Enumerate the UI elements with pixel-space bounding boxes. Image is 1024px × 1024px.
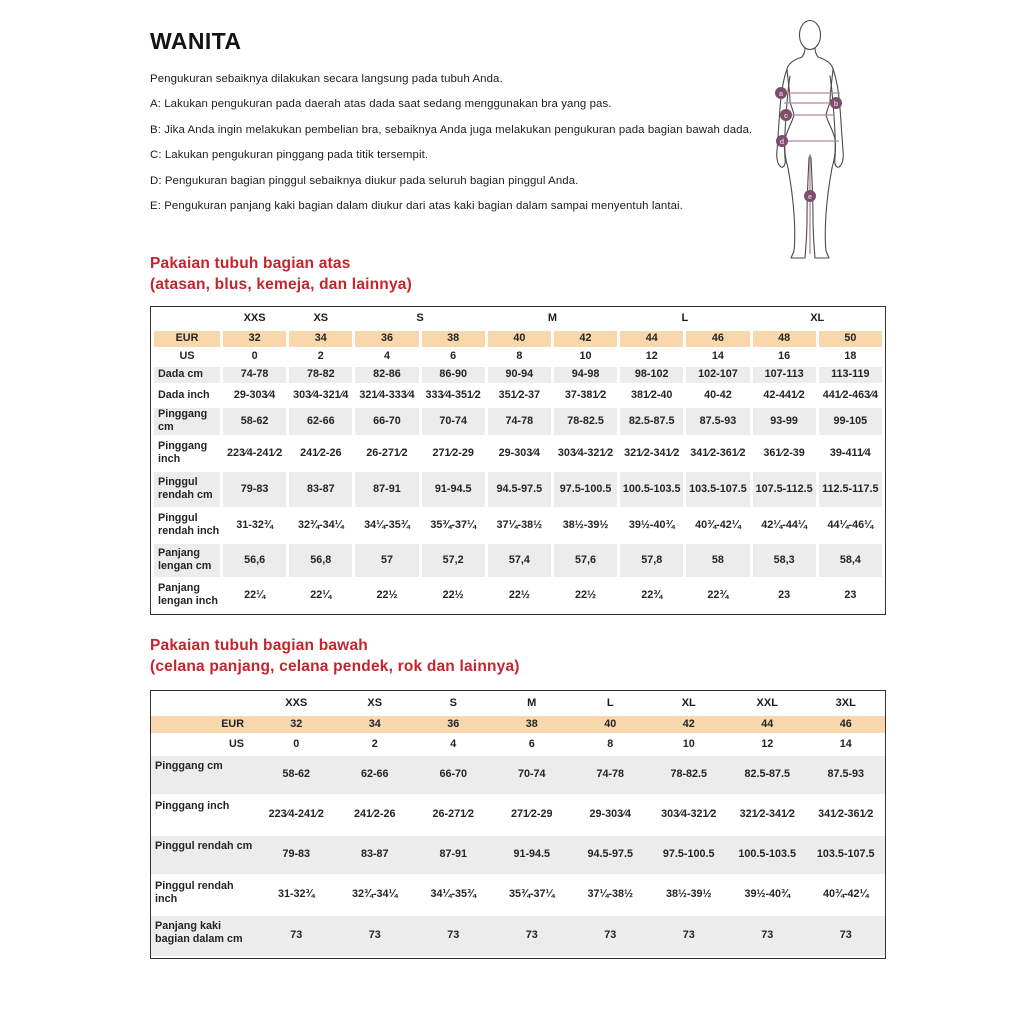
eur-value-cell: 38 (422, 331, 485, 347)
measurement-value-cell: 37-381⁄2 (564, 388, 607, 401)
size-header-cell: 3XL (835, 696, 856, 709)
measurement-value-cell: 107-113 (753, 367, 816, 383)
measurement-value-cell: 107.5-112.5 (753, 472, 816, 507)
measurement-value-cell: 58-62 (223, 408, 286, 435)
measurement-value-cell: 62-66 (289, 408, 352, 435)
eur-value-cell: 46 (686, 331, 749, 347)
measurement-value-cell: 381⁄2-40 (631, 388, 673, 401)
measurement-value-cell: 57,6 (554, 544, 617, 577)
us-value-cell: 2 (371, 737, 378, 750)
measurement-value-cell: 22¾ (641, 588, 663, 601)
svg-text:d: d (779, 136, 785, 146)
measurement-value-cell: 333⁄4-351⁄2 (425, 388, 481, 401)
measurement-value-cell: 37¼-38½ (496, 518, 543, 531)
measurement-value-cell: 82-86 (355, 367, 418, 383)
us-value-cell: 12 (761, 737, 774, 750)
measurement-value-cell: 73 (257, 916, 336, 956)
measurement-value-cell: 87-91 (414, 836, 493, 874)
eur-row (154, 331, 882, 347)
measurement-row-label: Pinggul rendah cm (154, 472, 220, 507)
size-header-cell: XS (313, 312, 329, 325)
measurement-row (151, 916, 885, 956)
measurement-row-label: Pinggang cm (154, 408, 220, 435)
measurement-value-cell: 23 (844, 588, 857, 601)
measurement-value-cell: 40¾-42¼ (822, 888, 869, 901)
us-value-cell: 8 (607, 737, 614, 750)
measurement-value-cell: 441⁄2-463⁄4 (822, 388, 878, 401)
measurement-value-cell: 38½-39½ (562, 518, 609, 531)
measurement-value-cell: 97.5-100.5 (650, 836, 729, 874)
measurement-value-cell: 303⁄4-321⁄2 (557, 446, 614, 459)
eur-value-cell: 34 (289, 331, 352, 347)
marker-e (804, 190, 816, 202)
note-line: A: Lakukan pengukuran pada daerah atas dada saat sedang menggunakan bra yang pas. (150, 98, 612, 111)
measurement-value-cell: 73 (728, 916, 807, 956)
measurement-value-cell: 58,4 (819, 544, 882, 577)
measurement-row-label: Panjang lengan inch (158, 581, 218, 608)
measurement-row-label: Pinggul rendah inch (158, 511, 220, 538)
measurement-value-cell: 100.5-103.5 (728, 836, 807, 874)
figure-right-arm (830, 69, 843, 167)
measurement-value-cell: 58 (686, 544, 749, 577)
svg-text:e: e (807, 191, 813, 201)
intro-text: Pengukuran sebaiknya dilakukan secara langsung pada tubuh Anda. (150, 73, 503, 85)
lower-size-table (150, 690, 886, 959)
measurement-value-cell: 26-271⁄2 (432, 808, 474, 821)
us-value-cell: 0 (251, 350, 258, 363)
measurement-value-cell: 83-87 (336, 836, 415, 874)
measurement-row (151, 876, 885, 914)
measurement-value-cell: 94.5-97.5 (488, 472, 551, 507)
measurement-value-cell: 78-82 (289, 367, 352, 383)
measurement-value-cell: 78-82.5 (650, 756, 729, 794)
us-value-cell: 18 (844, 350, 857, 363)
measurement-value-cell: 39-411⁄4 (829, 446, 871, 459)
note-line: B: Jika Anda ingin melakukan pembelian bra, sebaiknya Anda juga melakukan pengukuran pada bagian bawah dada. (150, 123, 753, 136)
measurement-value-cell: 341⁄2-361⁄2 (690, 446, 746, 459)
measurement-value-cell: 321⁄4-333⁄4 (359, 388, 415, 401)
measurement-value-cell: 91-94.5 (493, 836, 572, 874)
measurement-value-cell: 100.5-103.5 (620, 472, 683, 507)
upper-title-line2: (atasan, blus, kemeja, dan lainnya) (150, 275, 412, 293)
svg-text:a: a (778, 88, 784, 98)
figure-head (800, 21, 821, 50)
measurement-row (154, 472, 882, 507)
measurement-value-cell: 102-107 (686, 367, 749, 383)
eur-row-label: EUR (154, 331, 220, 347)
measurement-value-cell: 73 (414, 916, 493, 956)
size-header-cell: XS (367, 696, 383, 709)
measurement-value-cell: 34¼-35¾ (430, 888, 477, 901)
eur-row (151, 716, 885, 733)
measurement-value-cell: 29-303⁄4 (589, 808, 631, 821)
us-value-cell: 8 (516, 350, 523, 363)
measurement-value-cell: 241⁄2-26 (354, 808, 396, 821)
measurement-value-cell: 87.5-93 (686, 408, 749, 435)
measurement-row-label: Dada cm (154, 367, 220, 383)
eur-value-cell: 40 (488, 331, 551, 347)
eur-row-label: EUR (151, 716, 257, 733)
measurement-value-cell: 56,6 (223, 544, 286, 577)
measurement-value-cell: 87-91 (355, 472, 418, 507)
corner-cell (151, 693, 257, 714)
measurement-value-cell: 90-94 (488, 367, 551, 383)
measurement-row-label: Pinggul rendah cm (151, 836, 257, 874)
measurement-value-cell: 78-82.5 (554, 408, 617, 435)
measurement-value-cell: 223⁄4-241⁄2 (226, 446, 283, 459)
eur-value-cell: 42 (554, 331, 617, 347)
measurement-value-cell: 26-271⁄2 (366, 446, 408, 459)
measurement-value-cell: 42-441⁄2 (763, 388, 805, 401)
measurement-value-cell: 361⁄2-39 (763, 446, 805, 459)
measurement-value-cell: 35¾-37¼ (508, 888, 555, 901)
measurement-value-cell: 70-74 (422, 408, 485, 435)
size-header-row (154, 309, 882, 329)
measurement-value-cell: 82.5-87.5 (728, 756, 807, 794)
measurement-value-cell: 271⁄2-29 (432, 446, 474, 459)
us-value-cell: 14 (839, 737, 852, 750)
measurement-value-cell: 79-83 (257, 836, 336, 874)
us-value-cell: 14 (711, 350, 724, 363)
measurement-value-cell: 94.5-97.5 (571, 836, 650, 874)
measurement-value-cell: 40¾-42¼ (695, 518, 741, 531)
measurement-row (154, 509, 882, 542)
measurement-value-cell: 351⁄2-37 (498, 388, 541, 401)
note-line: E: Pengukuran panjang kaki bagian dalam diukur dari atas kaki bagian dalam sampai menyentuh lantai. (150, 199, 683, 212)
measurement-value-cell: 57,4 (488, 544, 551, 577)
measurement-row-label: Pinggul rendah inch (155, 880, 234, 906)
measurement-value-cell: 62-66 (336, 756, 415, 794)
header-section (150, 28, 760, 225)
measurement-value-cell: 70-74 (493, 756, 572, 794)
size-header-cell: XXS (243, 312, 266, 325)
measurement-value-cell: 66-70 (414, 756, 493, 794)
measurement-value-cell: 35¾-37¼ (430, 518, 476, 531)
measurement-value-cell: 99-105 (819, 408, 882, 435)
measurement-row (151, 756, 885, 794)
lower-title-line2: (celana panjang, celana pendek, rok dan lainnya) (150, 657, 520, 675)
marker-c (780, 109, 792, 121)
measurement-value-cell: 74-78 (571, 756, 650, 794)
measurement-value-cell: 303⁄4-321⁄2 (661, 808, 717, 821)
measurement-value-cell: 73 (571, 916, 650, 956)
measurement-value-cell: 34¼-35¾ (364, 518, 410, 531)
eur-value-cell: 46 (807, 716, 886, 733)
measurement-value-cell: 22¼ (310, 588, 332, 601)
measurement-row (154, 544, 882, 577)
notes (150, 98, 760, 212)
figure-illustration (760, 18, 900, 266)
measurement-value-cell: 32¾-34¼ (297, 518, 344, 531)
measurement-value-cell: 22¾ (707, 588, 729, 601)
measurement-value-cell: 91-94.5 (422, 472, 485, 507)
measurement-value-cell: 73 (493, 916, 572, 956)
measurement-value-cell: 303⁄4-321⁄4 (293, 388, 349, 401)
measurement-value-cell: 73 (807, 916, 886, 956)
us-value-cell: 6 (450, 350, 457, 363)
measurement-row-label: Pinggang cm (151, 756, 257, 794)
us-value-cell: 10 (682, 737, 695, 750)
size-header-cell: M (527, 696, 537, 709)
measurement-value-cell: 241⁄2-26 (300, 446, 342, 459)
measurement-value-cell: 271⁄2-29 (511, 808, 553, 821)
measurement-value-cell: 58,3 (753, 544, 816, 577)
measurement-value-cell: 223⁄4-241⁄2 (268, 808, 324, 821)
upper-title-line1: Pakaian tubuh bagian atas (150, 255, 351, 272)
measurement-value-cell: 56,8 (289, 544, 352, 577)
marker-b (830, 97, 842, 109)
measurement-value-cell: 321⁄2-341⁄2 (739, 808, 795, 821)
measurement-value-cell: 103.5-107.5 (807, 836, 886, 874)
us-value-cell: 10 (579, 350, 592, 363)
measurement-value-cell: 29-303⁄4 (498, 446, 541, 459)
measurement-value-cell: 40-42 (704, 388, 732, 401)
measurement-row-label: Pinggang inch (158, 439, 208, 466)
measurement-value-cell: 31-32¾ (277, 888, 315, 901)
us-value-cell: 2 (317, 350, 324, 363)
measurement-value-cell: 113-119 (819, 367, 882, 383)
eur-value-cell: 38 (493, 716, 572, 733)
measurement-value-cell: 38½-39½ (665, 888, 712, 901)
upper-table-title (150, 254, 412, 295)
measurement-value-cell: 58-62 (257, 756, 336, 794)
measurement-row-label: Panjang kaki bagian dalam cm (151, 916, 257, 956)
size-header-cell: XXL (756, 696, 778, 709)
us-value-cell: 16 (778, 350, 791, 363)
marker-d (776, 135, 788, 147)
us-row (151, 735, 885, 754)
size-header-cell: S (449, 696, 457, 709)
measurement-value-cell: 83-87 (289, 472, 352, 507)
measurement-value-cell: 66-70 (355, 408, 418, 435)
note-line: D: Pengukuran bagian pinggul sebaiknya diukur pada seluruh bagian pinggul Anda. (150, 174, 579, 187)
size-header-cell: L (681, 312, 689, 325)
measurement-value-cell: 112.5-117.5 (819, 472, 882, 507)
measurement-value-cell: 39½-40¾ (744, 888, 791, 901)
measurement-value-cell: 29-303⁄4 (233, 388, 276, 401)
measurement-value-cell: 87.5-93 (807, 756, 886, 794)
size-header-cell: L (606, 696, 614, 709)
eur-value-cell: 32 (257, 716, 336, 733)
eur-value-cell: 34 (336, 716, 415, 733)
measurement-value-cell: 39½-40¾ (628, 518, 675, 531)
size-header-row (151, 693, 885, 714)
measurement-value-cell: 57 (355, 544, 418, 577)
us-row-label: US (179, 350, 195, 363)
corner-cell (154, 309, 220, 329)
measurement-value-cell: 74-78 (488, 408, 551, 435)
eur-value-cell: 44 (728, 716, 807, 733)
us-value-cell: 0 (293, 737, 300, 750)
measurement-value-cell: 22½ (508, 588, 530, 601)
measurement-row (151, 836, 885, 874)
measurement-value-cell: 341⁄2-361⁄2 (818, 808, 874, 821)
measurement-value-cell: 73 (650, 916, 729, 956)
measurement-value-cell: 57,2 (422, 544, 485, 577)
measurement-value-cell: 82.5-87.5 (620, 408, 683, 435)
measurement-value-cell: 44¼-46¼ (827, 518, 874, 531)
lower-table-title (150, 636, 520, 677)
eur-value-cell: 40 (571, 716, 650, 733)
eur-value-cell: 44 (620, 331, 683, 347)
svg-text:b: b (833, 98, 839, 108)
lower-title-line1: Pakaian tubuh bagian bawah (150, 637, 368, 654)
measurement-value-cell: 57,8 (620, 544, 683, 577)
measurement-value-cell: 31-32¾ (236, 518, 273, 531)
measurement-row-label: Dada inch (158, 388, 210, 401)
measurement-row-label: Panjang lengan cm (154, 544, 220, 577)
us-value-cell: 6 (528, 737, 535, 750)
eur-value-cell: 50 (819, 331, 882, 347)
measurement-value-cell: 73 (336, 916, 415, 956)
measurement-value-cell: 22¼ (244, 588, 266, 601)
size-header-cell: XL (810, 312, 825, 325)
eur-value-cell: 36 (414, 716, 493, 733)
us-row-label: US (229, 737, 244, 750)
measurement-value-cell: 98-102 (620, 367, 683, 383)
measurement-value-cell: 94-98 (554, 367, 617, 383)
us-value-cell: 4 (383, 350, 390, 363)
measurement-row-label: Pinggang inch (155, 800, 230, 812)
measurement-row (154, 579, 882, 612)
measurement-value-cell: 97.5-100.5 (554, 472, 617, 507)
measurement-value-cell: 79-83 (223, 472, 286, 507)
body-measurement-figure (760, 18, 900, 266)
size-header-cell: M (547, 312, 558, 325)
eur-value-cell: 48 (753, 331, 816, 347)
measurement-value-cell: 93-99 (753, 408, 816, 435)
us-value-cell: 12 (645, 350, 658, 363)
measurement-row (154, 408, 882, 435)
measurement-value-cell: 74-78 (223, 367, 286, 383)
measurement-value-cell: 32¾-34¼ (351, 888, 398, 901)
eur-value-cell: 32 (223, 331, 286, 347)
upper-size-table (150, 306, 886, 615)
page-title: WANITA (150, 28, 242, 54)
marker-a (775, 87, 787, 99)
measurement-value-cell: 22½ (376, 588, 398, 601)
eur-value-cell: 42 (650, 716, 729, 733)
measurement-value-cell: 42¼-44¼ (761, 518, 807, 531)
size-header-cell: S (416, 312, 424, 325)
measurement-value-cell: 22½ (575, 588, 597, 601)
measurement-row (154, 385, 882, 406)
measurement-row (154, 367, 882, 383)
us-value-cell: 4 (450, 737, 457, 750)
measurement-value-cell: 103.5-107.5 (686, 472, 749, 507)
eur-value-cell: 36 (355, 331, 418, 347)
measurement-value-cell: 86-90 (422, 367, 485, 383)
measurement-row (154, 437, 882, 470)
svg-text:c: c (783, 110, 789, 120)
size-header-cell: XXS (285, 696, 308, 709)
measurement-value-cell: 321⁄2-341⁄2 (624, 446, 680, 459)
note-line: C: Lakukan pengukuran pinggang pada titik tersempit. (150, 149, 429, 162)
measurement-value-cell: 22½ (442, 588, 464, 601)
measurement-value-cell: 37¼-38½ (587, 888, 634, 901)
size-header-cell: XL (681, 696, 696, 709)
measurement-value-cell: 23 (778, 588, 791, 601)
measurement-row (151, 796, 885, 834)
us-row (154, 349, 882, 365)
